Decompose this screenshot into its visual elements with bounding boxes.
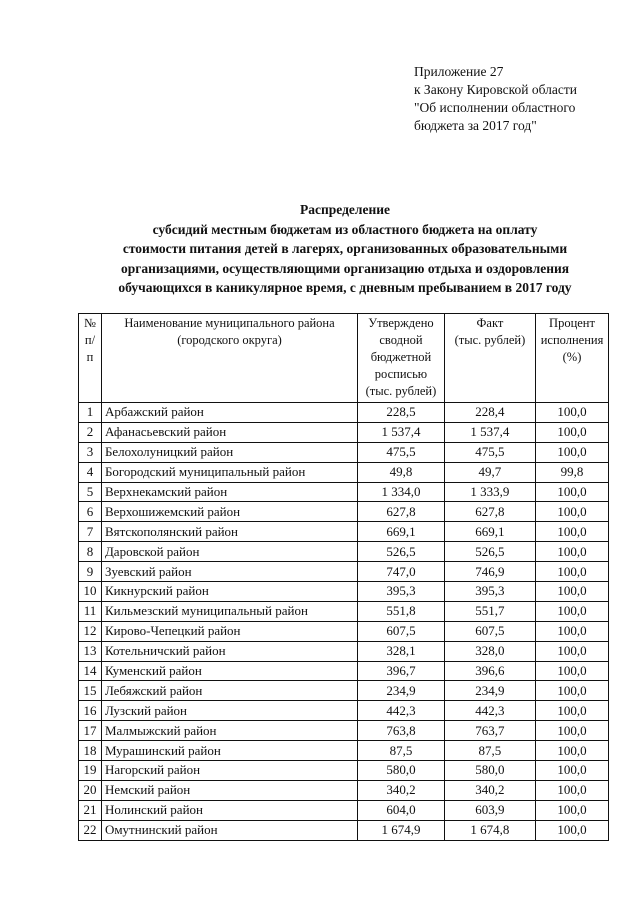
execution-percent: 100,0 bbox=[536, 721, 609, 741]
fact-amount: 228,4 bbox=[444, 403, 535, 423]
row-number: 12 bbox=[79, 621, 102, 641]
appendix-line: бюджета за 2017 год" bbox=[414, 118, 537, 133]
row-number: 4 bbox=[79, 462, 102, 482]
approved-amount: 607,5 bbox=[358, 621, 445, 641]
execution-percent: 100,0 bbox=[536, 601, 609, 621]
district-name: Вятскополянский район bbox=[101, 522, 357, 542]
fact-amount: 551,7 bbox=[444, 601, 535, 621]
table-row bbox=[79, 542, 609, 562]
fact-amount: 1 537,4 bbox=[444, 422, 535, 442]
district-name: Кирово-Чепецкий район bbox=[101, 621, 357, 641]
header-approved: Утверждено сводной бюджетной росписью (тыс. рублей) bbox=[358, 314, 445, 403]
header-fact: Факт (тыс. рублей) bbox=[444, 314, 535, 403]
district-name: Зуевский район bbox=[101, 562, 357, 582]
table-row bbox=[79, 800, 609, 820]
approved-amount: 526,5 bbox=[358, 542, 445, 562]
table-row bbox=[79, 462, 609, 482]
approved-amount: 1 537,4 bbox=[358, 422, 445, 442]
execution-percent: 100,0 bbox=[536, 442, 609, 462]
approved-amount: 49,8 bbox=[358, 462, 445, 482]
district-name: Белохолуницкий район bbox=[101, 442, 357, 462]
appendix-line: "Об исполнении областного bbox=[414, 100, 576, 115]
execution-percent: 100,0 bbox=[536, 542, 609, 562]
fact-amount: 627,8 bbox=[444, 502, 535, 522]
table-row bbox=[79, 442, 609, 462]
execution-percent: 100,0 bbox=[536, 502, 609, 522]
table-row bbox=[79, 681, 609, 701]
title-line: обучающихся в каникулярное время, с дневным пребыванием в 2017 году bbox=[118, 280, 572, 295]
district-name: Богородский муниципальный район bbox=[101, 462, 357, 482]
district-name: Немский район bbox=[101, 780, 357, 800]
approved-amount: 396,7 bbox=[358, 661, 445, 681]
execution-percent: 100,0 bbox=[536, 482, 609, 502]
table-row bbox=[79, 741, 609, 761]
district-name: Мурашинский район bbox=[101, 741, 357, 761]
row-number: 5 bbox=[79, 482, 102, 502]
title-line: субсидий местным бюджетам из областного бюджета на оплату bbox=[152, 221, 538, 237]
table-row bbox=[79, 482, 609, 502]
fact-amount: 49,7 bbox=[444, 462, 535, 482]
header-num: № п/п bbox=[79, 314, 102, 403]
row-number: 22 bbox=[79, 820, 102, 840]
approved-amount: 395,3 bbox=[358, 582, 445, 602]
row-number: 8 bbox=[79, 542, 102, 562]
execution-percent: 100,0 bbox=[536, 522, 609, 542]
execution-percent: 100,0 bbox=[536, 780, 609, 800]
execution-percent: 99,8 bbox=[536, 462, 609, 482]
fact-amount: 1 333,9 bbox=[444, 482, 535, 502]
row-number: 6 bbox=[79, 502, 102, 522]
execution-percent: 100,0 bbox=[536, 403, 609, 423]
execution-percent: 100,0 bbox=[536, 701, 609, 721]
district-name: Нагорский район bbox=[101, 761, 357, 781]
row-number: 10 bbox=[79, 582, 102, 602]
row-number: 15 bbox=[79, 681, 102, 701]
row-number: 11 bbox=[79, 601, 102, 621]
row-number: 9 bbox=[79, 562, 102, 582]
fact-amount: 475,5 bbox=[444, 442, 535, 462]
table-row bbox=[79, 621, 609, 641]
fact-amount: 87,5 bbox=[444, 741, 535, 761]
district-name: Малмыжский район bbox=[101, 721, 357, 741]
approved-amount: 340,2 bbox=[358, 780, 445, 800]
approved-amount: 328,1 bbox=[358, 641, 445, 661]
table-body bbox=[79, 403, 609, 841]
district-name: Арбажский район bbox=[101, 403, 357, 423]
approved-amount: 475,5 bbox=[358, 442, 445, 462]
fact-amount: 763,7 bbox=[444, 721, 535, 741]
row-number: 21 bbox=[79, 800, 102, 820]
row-number: 14 bbox=[79, 661, 102, 681]
subsidy-table bbox=[78, 313, 609, 841]
fact-amount: 669,1 bbox=[444, 522, 535, 542]
execution-percent: 100,0 bbox=[536, 422, 609, 442]
row-number: 17 bbox=[79, 721, 102, 741]
document-title bbox=[72, 200, 618, 298]
table-row bbox=[79, 641, 609, 661]
fact-amount: 234,9 bbox=[444, 681, 535, 701]
row-number: 16 bbox=[79, 701, 102, 721]
table-row bbox=[79, 582, 609, 602]
execution-percent: 100,0 bbox=[536, 681, 609, 701]
approved-amount: 747,0 bbox=[358, 562, 445, 582]
approved-amount: 442,3 bbox=[358, 701, 445, 721]
appendix-line: Приложение 27 bbox=[414, 64, 504, 79]
table-row bbox=[79, 601, 609, 621]
district-name: Омутнинский район bbox=[101, 820, 357, 840]
execution-percent: 100,0 bbox=[536, 800, 609, 820]
approved-amount: 669,1 bbox=[358, 522, 445, 542]
approved-amount: 604,0 bbox=[358, 800, 445, 820]
district-name: Кикнурский район bbox=[101, 582, 357, 602]
table-row bbox=[79, 780, 609, 800]
table-header-row bbox=[79, 314, 609, 403]
table-row bbox=[79, 820, 609, 840]
fact-amount: 607,5 bbox=[444, 621, 535, 641]
district-name: Верхнекамский район bbox=[101, 482, 357, 502]
row-number: 19 bbox=[79, 761, 102, 781]
fact-amount: 396,6 bbox=[444, 661, 535, 681]
district-name: Котельничский район bbox=[101, 641, 357, 661]
approved-amount: 627,8 bbox=[358, 502, 445, 522]
execution-percent: 100,0 bbox=[536, 621, 609, 641]
execution-percent: 100,0 bbox=[536, 582, 609, 602]
approved-amount: 763,8 bbox=[358, 721, 445, 741]
title-line: Распределение bbox=[299, 202, 391, 217]
approved-amount: 87,5 bbox=[358, 741, 445, 761]
table-row bbox=[79, 422, 609, 442]
table-row bbox=[79, 522, 609, 542]
row-number: 2 bbox=[79, 422, 102, 442]
fact-amount: 1 674,8 bbox=[444, 820, 535, 840]
title-line: организациями, осуществляющими организацию отдыха и оздоровления bbox=[120, 260, 570, 276]
district-name: Кильмезский муниципальный район bbox=[101, 601, 357, 621]
district-name: Нолинский район bbox=[101, 800, 357, 820]
row-number: 3 bbox=[79, 442, 102, 462]
execution-percent: 100,0 bbox=[536, 562, 609, 582]
approved-amount: 551,8 bbox=[358, 601, 445, 621]
appendix-reference bbox=[414, 63, 624, 135]
execution-percent: 100,0 bbox=[536, 820, 609, 840]
execution-percent: 100,0 bbox=[536, 641, 609, 661]
execution-percent: 100,0 bbox=[536, 741, 609, 761]
district-name: Верхошижемский район bbox=[101, 502, 357, 522]
header-percent: Процент исполнения (%) bbox=[536, 314, 609, 403]
fact-amount: 442,3 bbox=[444, 701, 535, 721]
fact-amount: 340,2 bbox=[444, 780, 535, 800]
header-name: Наименование муниципального района (городского округа) bbox=[101, 314, 357, 403]
row-number: 13 bbox=[79, 641, 102, 661]
row-number: 1 bbox=[79, 403, 102, 423]
table-row bbox=[79, 721, 609, 741]
fact-amount: 526,5 bbox=[444, 542, 535, 562]
table-row bbox=[79, 562, 609, 582]
fact-amount: 746,9 bbox=[444, 562, 535, 582]
approved-amount: 234,9 bbox=[358, 681, 445, 701]
row-number: 20 bbox=[79, 780, 102, 800]
table-row bbox=[79, 661, 609, 681]
approved-amount: 228,5 bbox=[358, 403, 445, 423]
row-number: 7 bbox=[79, 522, 102, 542]
fact-amount: 328,0 bbox=[444, 641, 535, 661]
district-name: Даровской район bbox=[101, 542, 357, 562]
approved-amount: 580,0 bbox=[358, 761, 445, 781]
table-row bbox=[79, 502, 609, 522]
district-name: Лузский район bbox=[101, 701, 357, 721]
district-name: Лебяжский район bbox=[101, 681, 357, 701]
table-row bbox=[79, 761, 609, 781]
table-row bbox=[79, 403, 609, 423]
district-name: Афанасьевский район bbox=[101, 422, 357, 442]
fact-amount: 395,3 bbox=[444, 582, 535, 602]
row-number: 18 bbox=[79, 741, 102, 761]
execution-percent: 100,0 bbox=[536, 661, 609, 681]
approved-amount: 1 674,9 bbox=[358, 820, 445, 840]
appendix-line: к Закону Кировской области bbox=[414, 82, 578, 97]
execution-percent: 100,0 bbox=[536, 761, 609, 781]
district-name: Куменский район bbox=[101, 661, 357, 681]
fact-amount: 580,0 bbox=[444, 761, 535, 781]
fact-amount: 603,9 bbox=[444, 800, 535, 820]
table-row bbox=[79, 701, 609, 721]
approved-amount: 1 334,0 bbox=[358, 482, 445, 502]
title-line: стоимости питания детей в лагерях, организованных образовательными bbox=[122, 241, 568, 256]
